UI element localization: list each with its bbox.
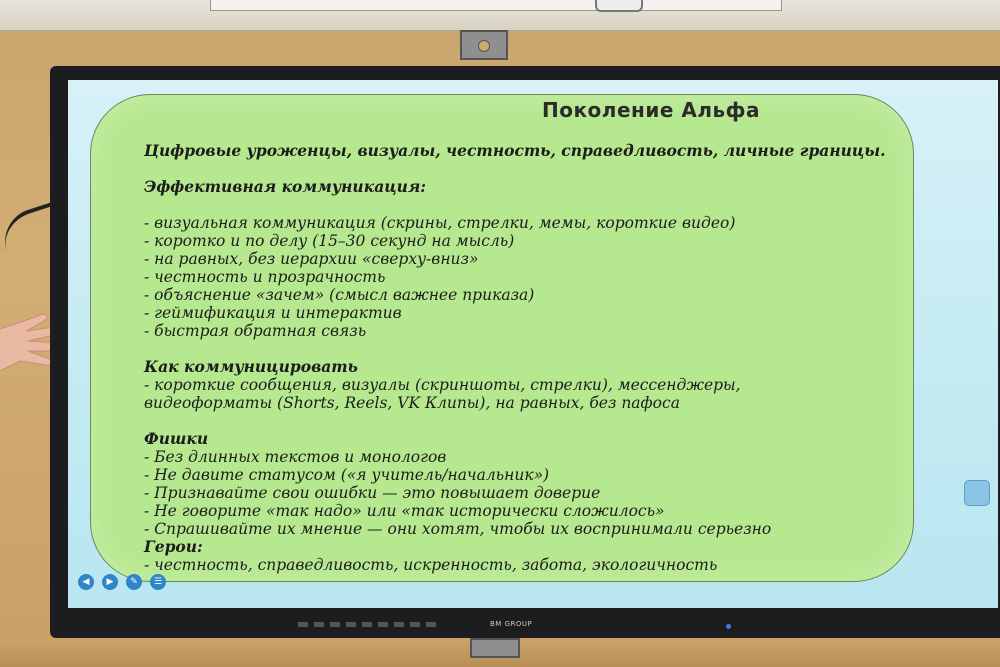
bottom-mount: [470, 638, 520, 658]
pen-icon[interactable]: ✎: [126, 574, 142, 590]
slide-heading-line: Фишки: [144, 429, 209, 448]
slide-nav-bar: [78, 572, 166, 592]
line-gap: [144, 160, 924, 178]
slide-bullet-line: - Не давите статусом («я учитель/начальник»): [144, 466, 550, 484]
ceiling-clip: [595, 0, 643, 12]
slide-content: [144, 142, 924, 574]
interactive-display-screen[interactable]: [68, 80, 998, 608]
line-gap: [144, 196, 924, 214]
line-gap: [144, 412, 924, 430]
slide-bullet-line: - короткие сообщения, визуалы (скриншоты, стрелки), мессенджеры,: [144, 376, 741, 394]
slide-bullet-line: - коротко и по делу (15–30 секунд на мысль): [144, 232, 515, 250]
line-gap: [144, 340, 924, 358]
prev-icon[interactable]: ◀: [78, 574, 94, 590]
bezel-bottom: [50, 612, 1000, 638]
slide-title: Поколение Альфа: [542, 98, 760, 122]
next-icon[interactable]: ▶: [102, 574, 118, 590]
slide-heading-line: Герои:: [144, 537, 203, 556]
ceiling-light: [210, 0, 782, 11]
ceiling: [0, 0, 1000, 32]
front-ports: [298, 622, 436, 627]
power-led: [726, 624, 731, 629]
slide-bullet-line: - честность и прозрачность: [144, 268, 386, 286]
slide-heading-line: Как коммуницировать: [144, 357, 358, 376]
slide-bullet-line: - объяснение «зачем» (смысл важнее приказа): [144, 286, 535, 304]
brand-logo: BM GROUP: [490, 620, 533, 628]
mount-knob: [478, 40, 490, 52]
slide-bullet-line: - быстрая обратная связь: [144, 322, 367, 340]
slide-bullet-line: - Спрашивайте их мнение — они хотят, чтобы их воспринимали серьезно: [144, 520, 772, 538]
menu-icon[interactable]: ☰: [150, 574, 166, 590]
wall-mount: [460, 30, 508, 60]
slide-heading-line: Цифровые уроженцы, визуалы, честность, справедливость, личные границы.: [144, 141, 886, 160]
slide-bullet-line: - Не говорите «так надо» или «так исторически сложилось»: [144, 502, 665, 520]
slide-heading-line: Эффективная коммуникация:: [144, 177, 427, 196]
side-toolbar-button[interactable]: [964, 480, 990, 506]
slide-bullet-line: - на равных, без иерархии «сверху-вниз»: [144, 250, 479, 268]
slide-bullet-line: - честность, справедливость, искренность, забота, экологичность: [144, 556, 718, 574]
slide-bullet-line: - визуальная коммуникация (скрины, стрелки, мемы, короткие видео): [144, 214, 736, 232]
slide-bullet-line: - геймификация и интерактив: [144, 304, 402, 322]
slide-bullet-line: видеоформаты (Shorts, Reels, VK Клипы), на равных, без пафоса: [144, 394, 680, 412]
slide-bullet-line: - Без длинных текстов и монологов: [144, 448, 447, 466]
slide-bullet-line: - Признавайте свои ошибки — это повышает доверие: [144, 484, 601, 502]
